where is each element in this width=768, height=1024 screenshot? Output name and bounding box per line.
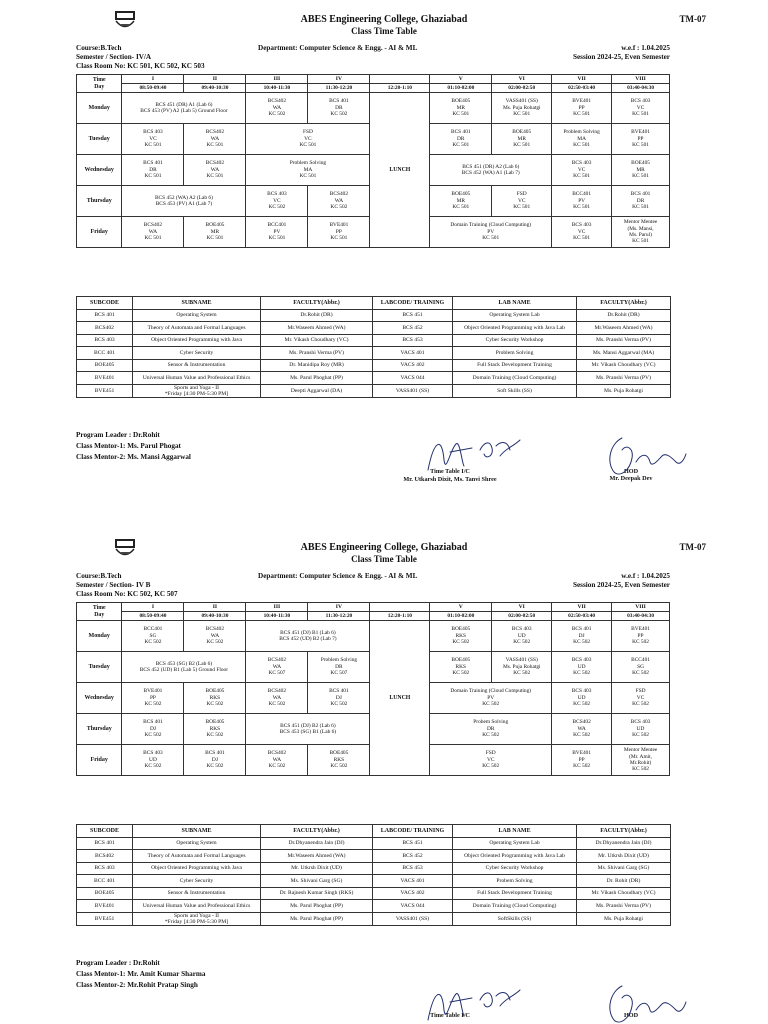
subject-cell: BCS402 bbox=[77, 850, 133, 863]
subject-cell: Ms. Pranshi Verma (PV) bbox=[577, 334, 671, 347]
time-slot: 02:50-03:40 bbox=[552, 84, 612, 93]
department: Department: Computer Science & Engg. - AI & ML bbox=[258, 572, 418, 580]
subject-cell: BCS 453 bbox=[373, 334, 453, 347]
class-cell: BCS 451 (DR) A1 (Lab 6) BCS 453 (PV) A2 (Lab 5) Ground Floor bbox=[122, 93, 246, 124]
class-cell: BCS402 WA KC 502 bbox=[184, 621, 246, 652]
time-slot: 03:40-04:30 bbox=[612, 612, 670, 621]
subject-row bbox=[77, 900, 671, 913]
class-cell: BCS 403 UD KC 502 bbox=[612, 714, 670, 745]
time-day-corner: Time Day bbox=[77, 75, 122, 93]
subject-cell: BVE401 bbox=[77, 900, 133, 913]
subject-cell: Ms. Parul Phoghat (PP) bbox=[261, 372, 373, 385]
subject-cell: BCS 451 bbox=[373, 837, 453, 850]
subject-cell: Full Stack Development Training bbox=[453, 887, 577, 900]
class-cell: BOE405 MR KC 501 bbox=[430, 93, 492, 124]
meta-semester: Semester / Section- IV B bbox=[76, 581, 151, 590]
day-name: Monday bbox=[77, 93, 122, 124]
subject-cell: VACS 402 bbox=[373, 359, 453, 372]
subject-cell: Domain Training (Cloud Computing) bbox=[453, 372, 577, 385]
class-cell: BCC401 PV KC 501 bbox=[552, 186, 612, 217]
subject-header: FACULTY(Abbr.) bbox=[261, 825, 373, 838]
hod-name: Mr. Deepak Dev bbox=[609, 475, 653, 482]
subject-cell: Ms. Shivani Garg (SG) bbox=[577, 862, 671, 875]
time-slot: 01:10-02:00 bbox=[430, 612, 492, 621]
day-row bbox=[77, 621, 670, 652]
subject-cell: Dr.Dhyanendra Jain (DJ) bbox=[261, 837, 373, 850]
class-cell: BCS402 WA KC 501 bbox=[122, 217, 184, 248]
day-name: Tuesday bbox=[77, 124, 122, 155]
time-row bbox=[77, 84, 670, 93]
subject-cell: Dr.Rohit (DR) bbox=[577, 309, 671, 322]
meta-room: Class Room No: KC 502, KC 507 bbox=[76, 590, 178, 599]
day-name: Friday bbox=[77, 745, 122, 776]
mentor-line: Program Leader : Dr.Rohit bbox=[76, 959, 160, 967]
subject-cell: BOE405 bbox=[77, 887, 133, 900]
class-cell: BVE401 PP KC 502 bbox=[552, 745, 612, 776]
class-cell: BCS 401 DJ KC 502 bbox=[552, 621, 612, 652]
period-label: III bbox=[246, 603, 308, 612]
subject-header: SUBCODE bbox=[77, 297, 133, 310]
subject-cell: Ms. Shivani Garg (SG) bbox=[261, 875, 373, 888]
timetable-grid bbox=[76, 74, 670, 248]
class-cell: FSD VC KC 501 bbox=[492, 186, 552, 217]
subject-cell: Full Stack Development Training bbox=[453, 359, 577, 372]
subject-row bbox=[77, 862, 671, 875]
time-slot: 12:20-1:10 bbox=[370, 612, 430, 621]
time-slot: 02:00-02:50 bbox=[492, 84, 552, 93]
subject-header: LAB NAME bbox=[453, 825, 577, 838]
subject-cell: Dr.Dhyanendra Jain (DJ) bbox=[577, 837, 671, 850]
incharge-signature bbox=[420, 430, 530, 480]
period-label: V bbox=[430, 603, 492, 612]
subject-cell: Sensor & Instrumentation bbox=[133, 887, 261, 900]
class-cell: BCS 403 UD KC 502 bbox=[492, 621, 552, 652]
class-cell: VASS401 (SS) Ms. Puja Rohatgi KC 501 bbox=[492, 93, 552, 124]
subject-cell: Object Oriented Programming with Java bbox=[133, 862, 261, 875]
subject-header: SUBCODE bbox=[77, 825, 133, 838]
subject-cell: BVE401 bbox=[77, 372, 133, 385]
subject-cell: Ms. Pranshi Verma (PV) bbox=[577, 900, 671, 913]
class-cell: BCS 451 (DJ) B2 (Lab 6) BCS 453 (SG) B1 (Lab 6) bbox=[246, 714, 370, 745]
subject-cell: Mr. Vikash Choudhary (VC) bbox=[577, 887, 671, 900]
day-name: Wednesday bbox=[77, 155, 122, 186]
class-cell: BCS 451 (DJ) B1 (Lab 6) BCS 452 (UD) B2 (Lab 7) bbox=[246, 621, 370, 652]
subject-row bbox=[77, 912, 671, 925]
subject-cell: Mr. Utkrsh Dixit (UD) bbox=[577, 850, 671, 863]
day-name: Monday bbox=[77, 621, 122, 652]
subject-cell: VASS401 (SS) bbox=[373, 912, 453, 925]
time-slot: 11:30-12:20 bbox=[308, 612, 370, 621]
subject-table bbox=[76, 824, 671, 926]
time-slot: 12:20-1:10 bbox=[370, 84, 430, 93]
subject-cell: BVE451 bbox=[77, 912, 133, 925]
subject-cell: VACS 044 bbox=[373, 900, 453, 913]
class-cell: BCS 403 UD KC 502 bbox=[122, 745, 184, 776]
class-cell: BCS 403 VC KC 501 bbox=[552, 155, 612, 186]
class-cell: BOE405 RKS KC 502 bbox=[184, 714, 246, 745]
class-cell: BCS 452 (WA) A2 (Lab 6) BCS 453 (PV) A1 (Lab 7) bbox=[122, 186, 246, 217]
class-cell: BCS 403 VC KC 501 bbox=[552, 217, 612, 248]
subject-cell: BCS 401 bbox=[77, 837, 133, 850]
day-name: Thursday bbox=[77, 186, 122, 217]
class-cell: Problem Solving MA KC 501 bbox=[552, 124, 612, 155]
mentor-line: Program Leader : Dr.Rohit bbox=[76, 431, 160, 439]
subject-cell: Mr.Waseem Ahmed (WA) bbox=[261, 850, 373, 863]
subject-cell: SoftSkills (SS) bbox=[453, 912, 577, 925]
hod-title: HOD bbox=[623, 1012, 639, 1019]
class-cell: BVE401 PP KC 502 bbox=[612, 621, 670, 652]
subject-cell: Operating System Lab bbox=[453, 837, 577, 850]
subject-cell: VACS 044 bbox=[373, 372, 453, 385]
form-code: TM-07 bbox=[679, 14, 706, 24]
subject-cell: Mr. Vikash Choudhary (VC) bbox=[261, 334, 373, 347]
subject-cell: Sensor & Instrumentation bbox=[133, 359, 261, 372]
class-cell: BCC401 SG KC 502 bbox=[122, 621, 184, 652]
subject-header: LAB NAME bbox=[453, 297, 577, 310]
class-cell: BVE401 PP KC 502 bbox=[122, 683, 184, 714]
time-slot: 10:40-11:30 bbox=[246, 84, 308, 93]
period-label: II bbox=[184, 75, 246, 84]
class-cell: BCC401 SG KC 502 bbox=[612, 652, 670, 683]
class-cell: BCS402 WA KC 502 bbox=[246, 93, 308, 124]
class-cell: BCS402 WA KC 502 bbox=[246, 683, 308, 714]
class-cell: Mentor Mentee (Ms. Mansi, Ms. Parul) KC 501 bbox=[612, 217, 670, 248]
class-cell: BOE405 RKS KC 502 bbox=[430, 652, 492, 683]
subject-cell: Sports and Yoga - II *Friday [4:30 PM-5:30 PM] bbox=[133, 912, 261, 925]
subject-cell: Dr. Rajnesh Kumar Singh (RKS) bbox=[261, 887, 373, 900]
day-name: Thursday bbox=[77, 714, 122, 745]
subject-cell: Ms. Puja Rohatgi bbox=[577, 912, 671, 925]
class-cell: BCS402 WA KC 501 bbox=[184, 155, 246, 186]
time-slot: 10:40-11:30 bbox=[246, 612, 308, 621]
subject-cell: Probem Solving bbox=[453, 875, 577, 888]
subject-cell: BCS 453 bbox=[373, 862, 453, 875]
time-slot: 02:00-02:50 bbox=[492, 612, 552, 621]
time-slot: 11:30-12:20 bbox=[308, 84, 370, 93]
subject-header-row bbox=[77, 297, 671, 310]
class-cell: BCS402 WA KC 502 bbox=[246, 745, 308, 776]
subject-cell: Mr.Waseem Ahmed (WA) bbox=[577, 322, 671, 335]
mentor-line: Class Mentor-1: Ms. Parul Phogat bbox=[76, 442, 181, 450]
wef-date: w.e.f : 1.04.2025 bbox=[621, 572, 670, 580]
class-cell: FSD VC KC 502 bbox=[612, 683, 670, 714]
subject-cell: Dr.Rohit (DR) bbox=[261, 309, 373, 322]
class-cell: BCS 451 (DR) A2 (Lab 6) BCS 452 (WA) A1 (Lab 7) bbox=[430, 155, 552, 186]
class-cell: BCS402 WA KC 502 bbox=[552, 714, 612, 745]
session: Session 2024-25, Even Semester bbox=[572, 581, 670, 590]
class-cell: FSD VC KC 501 bbox=[246, 124, 370, 155]
subject-cell: Ms. Mansi Aggarwal (MA) bbox=[577, 347, 671, 360]
class-cell: Problem Solving MA KC 501 bbox=[246, 155, 370, 186]
period-label: VI bbox=[492, 603, 552, 612]
class-cell: BVE401 PP KC 501 bbox=[612, 124, 670, 155]
class-cell: BCS 401 DJ KC 502 bbox=[184, 745, 246, 776]
subject-cell: BOE405 bbox=[77, 359, 133, 372]
subject-header: LABCODE/ TRAINING bbox=[373, 297, 453, 310]
subject-header: SUBNAME bbox=[133, 825, 261, 838]
subject-cell: Operating System bbox=[133, 309, 261, 322]
subject-row bbox=[77, 334, 671, 347]
subject-cell: Deepti Aggarwal (DA) bbox=[261, 384, 373, 397]
class-cell: Problem Solving DR KC 507 bbox=[308, 652, 370, 683]
time-row bbox=[77, 612, 670, 621]
class-cell: BCS 453 (SG) B2 (Lab 6) BCS 452 (UD) B1 (Lab 5) Ground Floor bbox=[122, 652, 246, 683]
form-code: TM-07 bbox=[679, 542, 706, 552]
meta-semester: Semester / Section- IV/A bbox=[76, 53, 152, 62]
day-name: Friday bbox=[77, 217, 122, 248]
class-cell: Domain Training (Cloud Computing) PV KC 501 bbox=[430, 217, 552, 248]
subject-header: FACULTY(Abbr.) bbox=[261, 297, 373, 310]
tt-ic-names: Mr. Utkarsh Dixit, Ms. Tanvi Shree bbox=[403, 476, 497, 483]
subject-cell: Sports and Yoga - II *Friday [4:30 PM-5:30 PM] bbox=[133, 384, 261, 397]
subject-header: FACULTY(Abbr.) bbox=[577, 825, 671, 838]
subject-cell: BCS 452 bbox=[373, 322, 453, 335]
time-slot: 08:50-09:40 bbox=[122, 84, 184, 93]
subject-row bbox=[77, 887, 671, 900]
class-cell: BOE405 RKS KC 502 bbox=[430, 621, 492, 652]
period-label: IV bbox=[308, 603, 370, 612]
tt-ic-title: Time Table I/C bbox=[430, 468, 470, 475]
subject-header: LABCODE/ TRAINING bbox=[373, 825, 453, 838]
subject-cell: Ms. Puja Rohatgi bbox=[577, 384, 671, 397]
class-cell: BVE401 PP KC 501 bbox=[308, 217, 370, 248]
subject-cell: Ms. Parul Phoghat (PP) bbox=[261, 912, 373, 925]
subject-cell: Cyber Security bbox=[133, 875, 261, 888]
timetable-sheet-section-b bbox=[0, 528, 768, 1024]
subject-cell: Cyber Security bbox=[133, 347, 261, 360]
incharge-signature bbox=[420, 980, 530, 1024]
subject-row bbox=[77, 837, 671, 850]
class-cell: Mentor Mentee (Mr. Amit, Mr.Rohit) KC 502 bbox=[612, 745, 670, 776]
class-cell: BCS 401 DR KC 501 bbox=[122, 155, 184, 186]
subject-cell: Soft Skills (SS) bbox=[453, 384, 577, 397]
mentor-line: Class Mentor-2: Ms. Mansi Aggarwal bbox=[76, 453, 191, 461]
class-cell: BOE405 MR KC 501 bbox=[492, 124, 552, 155]
period-label bbox=[370, 603, 430, 612]
subject-cell: VACS 401 bbox=[373, 347, 453, 360]
subject-cell: Object Oriented Programming with Java bbox=[133, 334, 261, 347]
subject-row bbox=[77, 372, 671, 385]
subject-row bbox=[77, 359, 671, 372]
department: Department: Computer Science & Engg. - AI & ML bbox=[258, 44, 418, 52]
class-cell: BOE405 RKS KC 502 bbox=[184, 683, 246, 714]
lunch-cell: LUNCH bbox=[370, 93, 430, 248]
subject-cell: Object Oriented Programming with Java Lab bbox=[453, 850, 577, 863]
mentor-list bbox=[76, 430, 191, 463]
course-meta bbox=[76, 44, 205, 72]
session: Session 2024-25, Even Semester bbox=[572, 53, 670, 62]
period-label: II bbox=[184, 603, 246, 612]
subject-header-row bbox=[77, 825, 671, 838]
day-name: Wednesday bbox=[77, 683, 122, 714]
subject-cell: BCC 401 bbox=[77, 875, 133, 888]
period-label: VIII bbox=[612, 75, 670, 84]
subject-row bbox=[77, 322, 671, 335]
mentor-line: Class Mentor-2: Mr.Rohit Pratap Singh bbox=[76, 981, 198, 989]
period-label: I bbox=[122, 603, 184, 612]
meta-course: Course:B.Tech bbox=[76, 44, 122, 52]
class-cell: BCS 403 VC KC 502 bbox=[246, 186, 308, 217]
mentor-line: Class Mentor-1: Mr. Amit Kumar Sharma bbox=[76, 970, 206, 978]
time-slot: 02:50-03:40 bbox=[552, 612, 612, 621]
time-slot: 03:40-04:30 bbox=[612, 84, 670, 93]
period-label: V bbox=[430, 75, 492, 84]
tt-ic-title: Time Table I/C bbox=[430, 1012, 470, 1019]
period-label: III bbox=[246, 75, 308, 84]
time-slot: 09:40-10:30 bbox=[184, 84, 246, 93]
subject-cell: BCS 452 bbox=[373, 850, 453, 863]
class-cell: BOE405 MR KC 501 bbox=[430, 186, 492, 217]
period-label: VII bbox=[552, 603, 612, 612]
mentor-list bbox=[76, 958, 206, 991]
time-slot: 01:10-02:00 bbox=[430, 84, 492, 93]
day-row bbox=[77, 93, 670, 124]
college-name: ABES Engineering College, Ghaziabad bbox=[300, 542, 468, 553]
subject-cell: Ms. Pranshi Verma (PV) bbox=[577, 372, 671, 385]
class-cell: FSD VC KC 502 bbox=[430, 745, 552, 776]
time-slot: 09:40-10:30 bbox=[184, 612, 246, 621]
period-label: VI bbox=[492, 75, 552, 84]
meta-room: Class Room No: KC 501, KC 502, KC 503 bbox=[76, 62, 205, 71]
hod-title: HOD bbox=[623, 468, 639, 475]
class-cell: BCS 401 DJ KC 502 bbox=[308, 683, 370, 714]
class-cell: BOE405 MR KC 501 bbox=[612, 155, 670, 186]
sheet-title: Class Time Table bbox=[351, 554, 417, 564]
class-cell: BCS 401 DR KC 502 bbox=[308, 93, 370, 124]
subject-cell: BCS 403 bbox=[77, 334, 133, 347]
subject-cell: BVE451 bbox=[77, 384, 133, 397]
meta-course: Course:B.Tech bbox=[76, 572, 122, 580]
subject-header: FACULTY(Abbr.) bbox=[577, 297, 671, 310]
subject-cell: VACS 402 bbox=[373, 887, 453, 900]
subject-cell: BCS 451 bbox=[373, 309, 453, 322]
subject-cell: Object Oriented Programming with Java Lab bbox=[453, 322, 577, 335]
time-slot: 08:50-09:40 bbox=[122, 612, 184, 621]
class-cell: Probem Solving DR KC 502 bbox=[430, 714, 552, 745]
period-label: VIII bbox=[612, 603, 670, 612]
college-name: ABES Engineering College, Ghaziabad bbox=[300, 14, 468, 25]
hod-signature bbox=[600, 432, 690, 482]
subject-cell: Theory of Automata and Formal Languages bbox=[133, 850, 261, 863]
subject-table bbox=[76, 296, 671, 398]
subject-cell: BCS402 bbox=[77, 322, 133, 335]
subject-cell: Universal Human Value and Professional Ethics bbox=[133, 372, 261, 385]
class-cell: BCS402 WA KC 507 bbox=[246, 652, 308, 683]
subject-cell: Dr. Rohit (DR) bbox=[577, 875, 671, 888]
class-cell: BCS 401 DR KC 501 bbox=[612, 186, 670, 217]
class-cell: Domain Training (Cloud Computing) PV KC 502 bbox=[430, 683, 552, 714]
subject-row bbox=[77, 850, 671, 863]
class-cell: BVE401 PP KC 501 bbox=[552, 93, 612, 124]
session-meta bbox=[573, 572, 670, 590]
subject-cell: Universal Human Value and Professional Ethics bbox=[133, 900, 261, 913]
period-row bbox=[77, 603, 670, 612]
class-cell: BCS 403 VC KC 501 bbox=[612, 93, 670, 124]
subject-cell: BCS 403 bbox=[77, 862, 133, 875]
subject-cell: Mr.Waseem Ahmed (WA) bbox=[261, 322, 373, 335]
subject-cell: Theory of Automata and Formal Languages bbox=[133, 322, 261, 335]
subject-cell: Operating System Lab bbox=[453, 309, 577, 322]
day-name: Tuesday bbox=[77, 652, 122, 683]
period-label bbox=[370, 75, 430, 84]
class-cell: BCS402 WA KC 501 bbox=[184, 124, 246, 155]
subject-cell: Mr. Utkrsh Dixit (UD) bbox=[261, 862, 373, 875]
subject-cell: Ms. Pranshi Verma (PV) bbox=[261, 347, 373, 360]
subject-cell: Mr. Vikash Choudhary (VC) bbox=[577, 359, 671, 372]
subject-row bbox=[77, 309, 671, 322]
class-cell: BCS 403 UD KC 502 bbox=[552, 683, 612, 714]
subject-row bbox=[77, 384, 671, 397]
class-cell: VASS401 (SS) Ms. Puja Rohatgi KC 502 bbox=[492, 652, 552, 683]
subject-cell: BCS 401 bbox=[77, 309, 133, 322]
wef-date: w.e.f : 1.04.2025 bbox=[621, 44, 670, 52]
subject-cell: VASS401 (SS) bbox=[373, 384, 453, 397]
lunch-cell: LUNCH bbox=[370, 621, 430, 776]
time-day-corner: Time Day bbox=[77, 603, 122, 621]
class-cell: BCS 401 DR KC 501 bbox=[430, 124, 492, 155]
class-cell: BOE405 MR KC 501 bbox=[184, 217, 246, 248]
subject-cell: BCC 401 bbox=[77, 347, 133, 360]
subject-cell: Domain Training (Cloud Computing) bbox=[453, 900, 577, 913]
subject-cell: Operating System bbox=[133, 837, 261, 850]
subject-cell: Ms. Parul Phoghat (PP) bbox=[261, 900, 373, 913]
hod-signature bbox=[600, 980, 690, 1024]
class-cell: BCS 403 UD KC 502 bbox=[552, 652, 612, 683]
class-cell: BCS402 WA KC 502 bbox=[308, 186, 370, 217]
subject-cell: Problem Solving bbox=[453, 347, 577, 360]
sheet-title: Class Time Table bbox=[351, 26, 417, 36]
class-cell: BCC401 PV KC 501 bbox=[246, 217, 308, 248]
subject-cell: VACS 401 bbox=[373, 875, 453, 888]
subject-cell: Dr. Manidipa Roy (MR) bbox=[261, 359, 373, 372]
session-meta bbox=[573, 44, 670, 62]
class-cell: BCS 403 VC KC 501 bbox=[122, 124, 184, 155]
subject-cell: Cyber Security Workshop bbox=[453, 862, 577, 875]
period-label: IV bbox=[308, 75, 370, 84]
subject-header: SUBNAME bbox=[133, 297, 261, 310]
course-meta bbox=[76, 572, 178, 600]
timetable-grid bbox=[76, 602, 670, 776]
subject-cell: Cyber Security Workshop bbox=[453, 334, 577, 347]
class-cell: BCS 401 DJ KC 502 bbox=[122, 714, 184, 745]
subject-row bbox=[77, 875, 671, 888]
period-label: I bbox=[122, 75, 184, 84]
period-label: VII bbox=[552, 75, 612, 84]
period-row bbox=[77, 75, 670, 84]
class-cell: BOE405 RKS KC 502 bbox=[308, 745, 370, 776]
subject-row bbox=[77, 347, 671, 360]
